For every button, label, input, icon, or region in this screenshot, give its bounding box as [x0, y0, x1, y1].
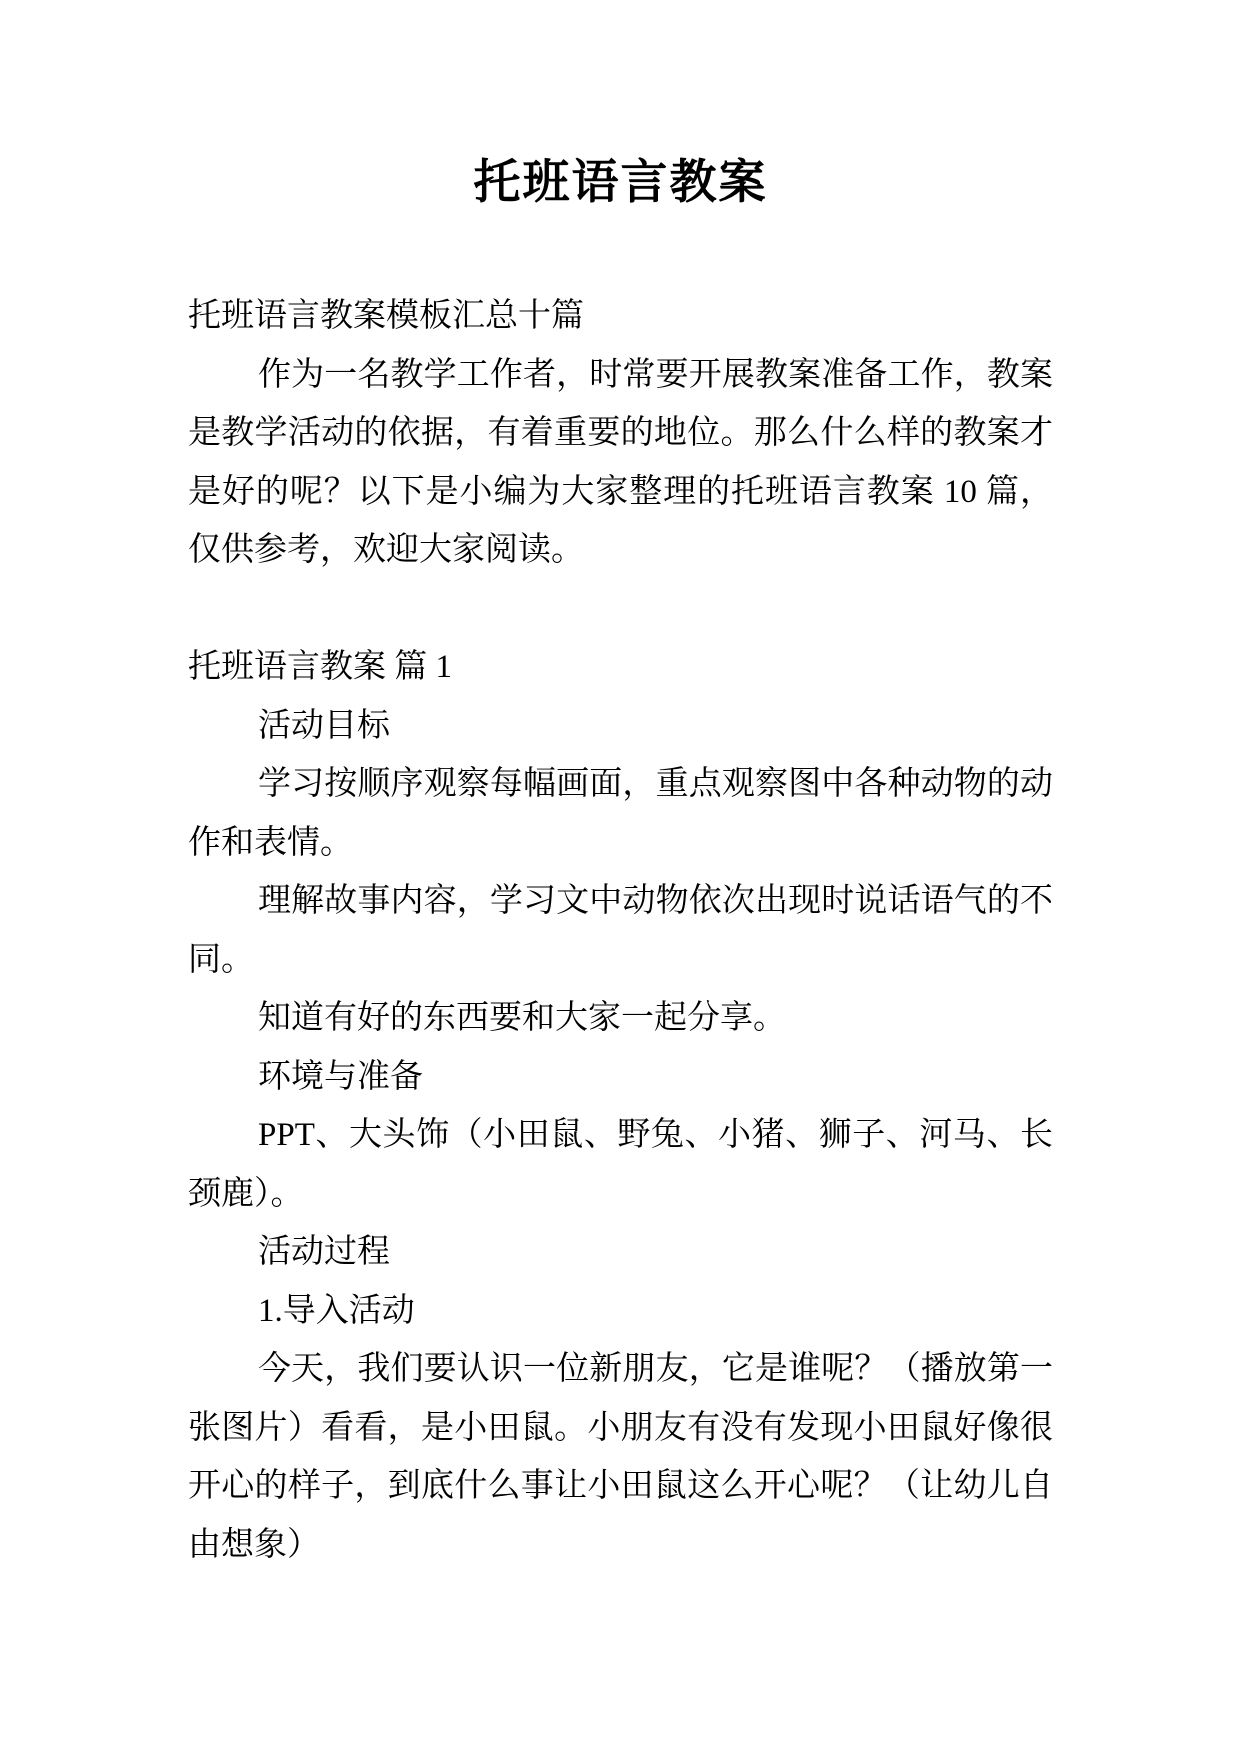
paragraph-environment-heading: 环境与准备	[258, 1058, 423, 1095]
paragraph-summary-heading: 托班语言教案模板汇总十篇	[188, 298, 584, 334]
paragraph-goal-1: 学习按顺序观察每幅画面，重点观察图中各种动物的动作和表情。	[188, 766, 1053, 861]
paragraph-process-heading: 活动过程	[258, 1234, 390, 1270]
paragraph-step-1-heading: 1.导入活动	[258, 1292, 415, 1329]
paragraph-activity-goal-heading: 活动目标	[258, 707, 390, 744]
paragraph-goal-3: 知道有好的东西要和大家一起分享。	[258, 1000, 786, 1036]
paragraph-section-1-heading: 托班语言教案 篇 1	[188, 649, 452, 685]
blank-line	[188, 580, 1053, 639]
document-title: 托班语言教案	[473, 157, 768, 209]
document-body	[188, 287, 1053, 1574]
paragraph-goal-2: 理解故事内容，学习文中动物依次出现时说话语气的不同。	[188, 883, 1053, 978]
paragraph-introduction: 作为一名教学工作者，时常要开展教案准备工作，教案是教学活动的依据，有着重要的地位。那么什么样的教案才是好的呢？以下是小编为大家整理的托班语言教案 10 篇，仅供参考，欢迎大家阅读。	[188, 356, 1053, 568]
paragraph-environment-items: PPT、大头饰（小田鼠、野兔、小猪、狮子、河马、长颈鹿）。	[188, 1117, 1053, 1212]
paragraph-step-1-body: 今天，我们要认识一位新朋友，它是谁呢？（播放第一张图片）看看，是小田鼠。小朋友有没有发现小田鼠好像很开心的样子，到底什么事让小田鼠这么开心呢？（让幼儿自由想象）	[188, 1351, 1053, 1563]
